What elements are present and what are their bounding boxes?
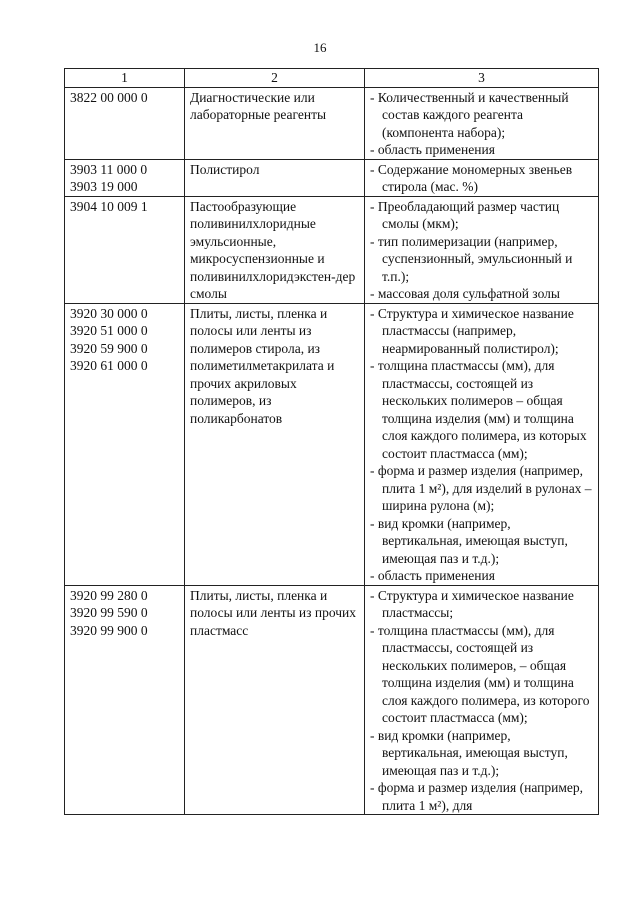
feature-item: - область применения	[370, 568, 495, 583]
features-cell	[365, 159, 599, 196]
code-cell	[65, 87, 185, 159]
table-row	[65, 159, 599, 196]
feature-item: - Содержание мономерных звеньев стирола (мас. %)	[370, 161, 573, 194]
table-row	[65, 585, 599, 815]
features-cell	[365, 87, 599, 159]
column-header: 1	[65, 69, 185, 88]
tn-ved-code: 3822 00 000 0	[70, 89, 148, 105]
name-cell: Полистирол	[185, 159, 365, 196]
code-cell	[65, 159, 185, 196]
name-cell: Диагностические или лабораторные реагенты	[185, 87, 365, 159]
feature-item: - форма и размер изделия (например, плита 1 м²), для	[370, 780, 583, 813]
tn-ved-code: 3920 99 590 0	[70, 605, 148, 620]
feature-item: - тип полимеризации (например, суспензионный, эмульсионный и т.п.);	[370, 233, 573, 284]
tn-ved-code: 3920 59 900 0	[70, 340, 148, 356]
name-cell: Плиты, листы, пленка и полосы или ленты из прочих пластмасс	[185, 585, 365, 815]
tn-ved-code: 3920 99 280 0	[70, 587, 148, 603]
feature-item: - форма и размер изделия (например, плита 1 м²), для изделий в рулонах – ширина рулона (м);	[370, 463, 592, 513]
feature-item: - Структура и химическое название пластмассы;	[370, 587, 574, 620]
name-cell: Плиты, листы, пленка и полосы или ленты из полимеров стирола, из полиметилметакрилата и прочих акриловых полимеров, из поликарбонатов	[185, 303, 365, 585]
tn-ved-code: 3920 51 000 0	[70, 323, 148, 338]
feature-item: - вид кромки (например, вертикальная, имеющая выступ, имеющая паз и т.д.);	[370, 515, 568, 566]
features-cell	[365, 585, 599, 815]
features-cell	[365, 196, 599, 303]
code-cell	[65, 585, 185, 815]
column-header: 2	[185, 69, 365, 88]
feature-item: - вид кромки (например, вертикальная, имеющая выступ, имеющая паз и т.д.);	[370, 727, 568, 778]
document-table	[64, 68, 599, 815]
table-row	[65, 196, 599, 303]
tn-ved-code: 3920 61 000 0	[70, 358, 148, 373]
name-cell: Пастообразующие поливинилхлоридные эмульсионные, микросуспензионные и поливинилхлоридэкстен-дер смолы	[185, 196, 365, 303]
features-cell	[365, 303, 599, 585]
feature-item: - Структура и химическое название пластмассы (например, неармированный полистирол);	[370, 305, 574, 356]
feature-item: - массовая доля сульфатной золы	[370, 286, 560, 301]
tn-ved-code: 3920 30 000 0	[70, 305, 148, 321]
tn-ved-code: 3903 11 000 0	[70, 161, 148, 177]
code-cell	[65, 303, 185, 585]
page-number: 16	[313, 40, 327, 55]
feature-item: - Количественный и качественный состав каждого реагента (компонента набора);	[370, 89, 569, 140]
feature-item: - область применения	[370, 142, 495, 157]
tn-ved-code: 3904 10 009 1	[70, 198, 148, 214]
feature-item: - Преобладающий размер частиц смолы (мкм);	[370, 198, 560, 231]
table-header-row	[65, 69, 599, 88]
table-row	[65, 87, 599, 159]
tn-ved-code: 3920 99 900 0	[70, 622, 148, 638]
code-cell	[65, 196, 185, 303]
column-header: 3	[365, 69, 599, 88]
table-row	[65, 303, 599, 585]
feature-item: - толщина пластмассы (мм), для пластмассы, состоящей из нескольких полимеров – общая толщина изделия (мм) и толщина слоя каждого полимера, из которых состоит пластмасса (мм);	[370, 358, 587, 461]
tn-ved-code: 3903 19 000	[70, 179, 138, 194]
feature-item: - толщина пластмассы (мм), для пластмассы, состоящей из нескольких полимеров, – общая толщина изделия (мм) и толщина слоя каждого полимера, из которого состоит пластмасса (мм);	[370, 622, 590, 725]
